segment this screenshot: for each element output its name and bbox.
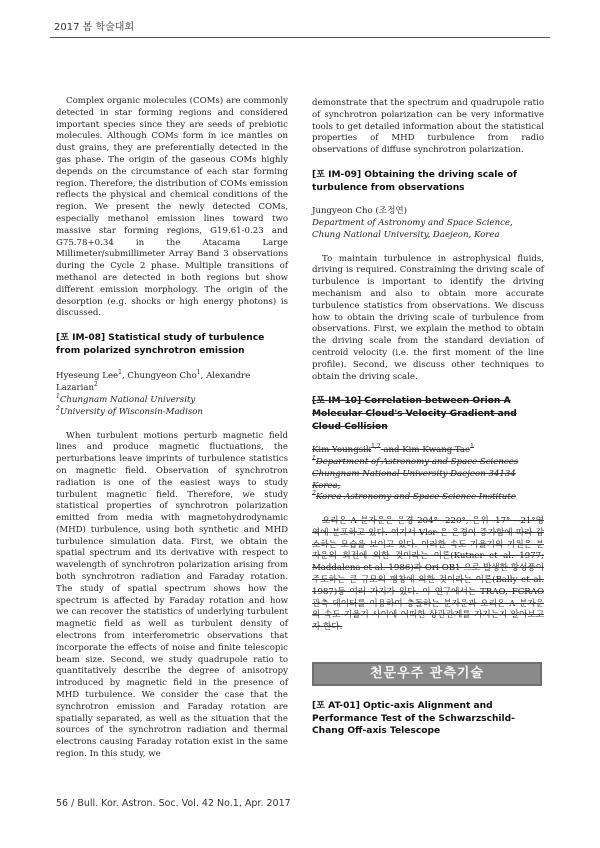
im10-author-2: Kim Kwang-Tae	[402, 445, 471, 456]
running-header: 2017 봄 학술대회	[54, 22, 135, 33]
section-banner-label: 천문우주 관측기술	[370, 666, 484, 682]
im08-affiliation-1	[56, 395, 288, 407]
im08-author-2-sup: 1	[196, 369, 201, 377]
im08-affil-1-sup: 1	[56, 393, 60, 401]
im10-affiliation-1	[312, 457, 544, 492]
left-column	[56, 96, 288, 761]
im10-affil-1-sup: 1	[312, 455, 316, 463]
im10-affil-1-text: Department of Astronomy and Space Sciences Chungnam National University Daejeon 34134 Korea,	[312, 456, 519, 491]
im08-author-3-sup: 2	[94, 381, 98, 389]
im08-author-3: Lazarian	[56, 383, 94, 394]
im10-title: [포 IM-10] Correlation between Orion A Molecular Cloud's Velocity Gradient and Cloud Collision	[312, 396, 517, 432]
im08-title: [포 IM-08] Statistical study of turbulence from polarized synchrotron emission	[56, 333, 265, 356]
im10-author-2-sup: 1	[470, 443, 474, 451]
im08-affil-1-text: Chungnam National University	[59, 394, 196, 405]
im10-affiliation-2	[312, 492, 544, 504]
im10-author-1-sup: 1,2	[371, 443, 381, 451]
im08-author-sep-1: ,	[121, 371, 128, 382]
im10-authors	[312, 445, 544, 457]
im08-author-sep-2: , Alexandre	[200, 371, 251, 382]
im08-abstract: When turbulent motions perturb magnetic field lines and produce magnetic fluctuations, the perturbations leave imprints of turbulence statistics on magnetic field. Observation of synchrotron radiation is one of the easiest ways to study turbulent magnetic field. Therefore, we study statistical properties of synchrotron polarization emitted from media with magnetohydrodynamic (MHD) turbulence, using both synthetic and MHD turbulence simulation data. First, we obtain the spatial spectrum and its derivative with respect to wavelength of synchrotron polarization arising from both synchrotron radiation and Faraday rotation. The study of spatial spectrum shows how the spectrum is affected by Faraday rotation and how we can recover the statistics of underlying turbulent magnetic field as well as turbulent density of electrons from interferometric observations that incorporate the effects of noise and finite telescopic beam size. Second, we study quadrupole ratio to quantitatively describe the degree of anisotropy introduced by magnetic field in the presence of MHD turbulence. We consider the case that the synchrotron emission and Faraday rotation are spatially separated, as well as the situation that the sources of the synchrotron radiation and thermal electrons causing Faraday rotation exist in the same region. In this study, we	[56, 430, 288, 760]
header-divider	[50, 37, 550, 38]
im09-affiliation: Department of Astronomy and Space Science, Chung National University, Daejeon, Korea	[312, 217, 513, 240]
im08-author-1: Hyeseung Lee	[56, 371, 119, 382]
page-footer: 56 / Bull. Kor. Astron. Soc. Vol. 42 No.1, Apr. 2017	[56, 798, 291, 809]
im10-affil-2-text: Korea Astronomy and Space Science Institute	[315, 492, 516, 503]
im09-author: Jungyeon Cho (조정연)	[312, 206, 408, 217]
im08-author-1-sup: 1	[118, 369, 122, 377]
im10-author-sep: and	[380, 445, 403, 456]
im10-abstract: 오리온 A 분자운은 은경 204°~220°, 은위 -17°~-21°영역에 분포하고 있다. 여기서 Vlsr 은 은경이 증가함에 따라 감소하는 모습을 보이고 있다. 이러한 속도 기울기의 기원은 분자운의 회전에 의한 것이라는 이론(Kutner et al. 1977; Maddalena et al. 1986)과 Ori OB1 으로 발생한 항성풍이 주도하는 큰 규모의 팽창에 의한 것이라는 이론(Bally et al. 1987)등 여러 가지가 있다. 이 연구에서는 TRAO, FCRAO 관측 데이터를 이용하여 충돌하는 분자운과 오리온 A 분자운의 속도 기울기 사이에 어떠한 상관관계를 가지는지 알아보고자 한다.	[312, 516, 544, 633]
im08-affil-2-text: University of Wisconsin-Madison	[59, 406, 203, 417]
im08-abstract-continued: demonstrate that the spectrum and quadrupole ratio of synchrotron polarization can be very informative tools to get detailed information about the statistical properties of MHD turbulence from radio observations of diffuse synchrotron polarization.	[312, 98, 544, 156]
im09-abstract: To maintain turbulence in astrophysical fluids, driving is required. Constraining the driving scale of turbulence is important to identify the driving mechanism and also to obtain more accurate turbulence statistics from observations. We discuss how to obtain the driving scale of turbulence from observations. First, we explain the method to obtain the driving scale from the standard deviation of centroid velocity (i.e. the first moment of the line profile). Second, we discuss other techniques to obtain the driving scale.	[312, 253, 544, 382]
im10-author-1: Kim Youngsik	[312, 445, 372, 456]
right-column	[312, 98, 544, 738]
im08-affil-2-sup: 2	[56, 404, 60, 412]
im09-title: [포 IM-09] Obtaining the driving scale of turbulence from observations	[312, 169, 517, 193]
im08-authors	[56, 371, 288, 395]
im08-affiliation-2	[56, 404, 288, 419]
intro-abstract: Complex organic molecules (COMs) are commonly detected in star forming regions and considered important species since they are seeds of prebiotic molecules. Although COMs form in ice mantles on dust grains, they are preferentially detected in the gas phase. The origin of the gaseous COMs highly depends on the circumstance of each star forming region. Therefore, the distribution of COMs emission reflects the physical and chemical conditions of the region. We present the newly detected COMs, especially methanol emission lines toward two massive star forming regions, G19.61-0.23 and G75.78+0.34 in the Atacama Large Millimeter/submillimeter Array Band 3 observations during the Cycle 2 phase. Multiple transitions of methanol are detected in both regions but show different emission morphology. The origin of the desorption (e.g. shocks or high energy photons) is discussed.	[56, 96, 288, 319]
at01-title: [포 AT-01] Optic-axis Alignment and Performance Test of the Schwarzschild-Chang Off-axis Telescope	[312, 701, 515, 737]
im08-author-2: Chungyeon Cho	[127, 371, 197, 382]
im10-affil-2-sup: 2	[312, 490, 316, 498]
section-banner	[312, 662, 542, 686]
